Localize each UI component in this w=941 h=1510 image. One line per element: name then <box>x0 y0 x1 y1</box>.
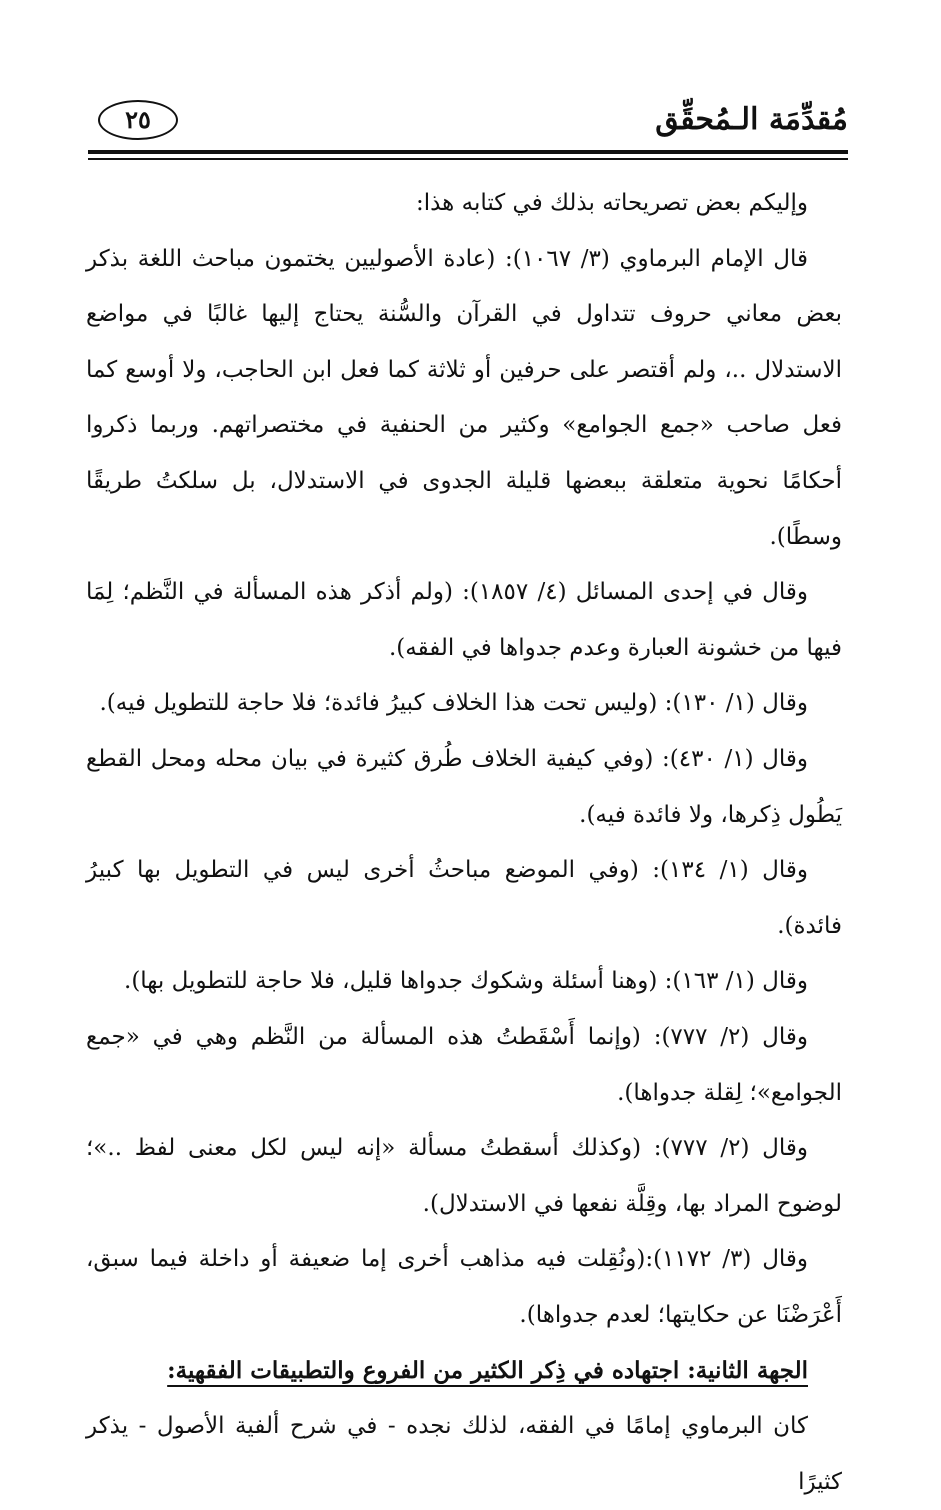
running-title: مُقدِّمَة الـمُحقِّق <box>655 102 848 137</box>
section-heading: الجهة الثانية: اجتهاده في ذِكر الكثير من الفروع والتطبيقات الفقهية: <box>167 1357 808 1385</box>
paragraph: وإليكم بعض تصريحاته بذلك في كتابه هذا: <box>415 190 808 216</box>
paragraph: وقال (٣/ ١١٧٢):(ونُقِلت فيه مذاهب أخرى إما ضعيفة أو داخلة فيما سبق، أَعْرَضْنَا عن حكايتها؛ لعدم جدواها). <box>86 1246 842 1328</box>
paragraph: وقال (١/ ٤٣٠): (وفي كيفية الخلاف طُرق كثيرة في بيان محله ومحل القطع يَطُول ذِكرها، ولا فائدة فيه). <box>86 745 842 828</box>
paragraph: وقال (١/ ١٦٣): (وهنا أسئلة وشكوك جدواها قليل، فلا حاجة للتطويل بها). <box>124 968 808 995</box>
paragraph: كان البرماوي إمامًا في الفقه، لذلك نجده - في شرح ألفية الأصول - يذكر كثيرًا <box>86 1413 842 1495</box>
body-text <box>86 176 842 1510</box>
paragraph: وقال (١/ ١٣٤): (وفي الموضع مباحثُ أخرى ليس في التطويل بها كبيرُ فائدة). <box>86 857 842 939</box>
paragraph: وقال في إحدى المسائل (٤/ ١٨٥٧): (ولم أذكر هذه المسألة في النَّظم؛ لِمَا فيها من خشونة العبارة وعدم جدواها في الفقه). <box>86 579 842 661</box>
page-number: ٢٥ <box>98 100 178 140</box>
paragraph: قال الإمام البرماوي (٣/ ١٠٦٧): (عادة الأصوليين يختمون مباحث اللغة بذكر بعض معاني حروف تتداول في القرآن والسُّنة يحتاج إليها غالبًا في مواضع الاستدلال ..، ولم أقتصر على حرفين أو ثلاثة كما فعل ابن الحاجب، ولا أوسع كما فعل صاحب «جمع الجوامع» وكثير من الحنفية في مختصراتهم. وربما ذكروا أحكامًا نحوية متعلقة ببعضها قليلة الجدوى في الاستدلال، بل سلكتُ طريقًا وسطًا). <box>86 245 842 550</box>
header-rule-thick <box>88 150 848 154</box>
paragraph: وقال (٢/ ٧٧٧): (وإنما أَسْقَطتُ هذه المسألة من النَّظم وهي في «جمع الجوامع»؛ لِقلة جدواها). <box>86 1023 842 1106</box>
header-rule-thin <box>88 158 848 160</box>
paragraph: وقال (١/ ١٣٠): (وليس تحت هذا الخلاف كبيرُ فائدة؛ فلا حاجة للتطويل فيه). <box>99 690 808 717</box>
paragraph: وقال (٢/ ٧٧٧): (وكذلك أسقطتُ مسألة «إنه ليس لكل معنى لفظ ..»؛ لوضوح المراد بها، وقِلَّة نفعها في الاستدلال). <box>86 1135 842 1217</box>
page-header <box>88 92 848 154</box>
